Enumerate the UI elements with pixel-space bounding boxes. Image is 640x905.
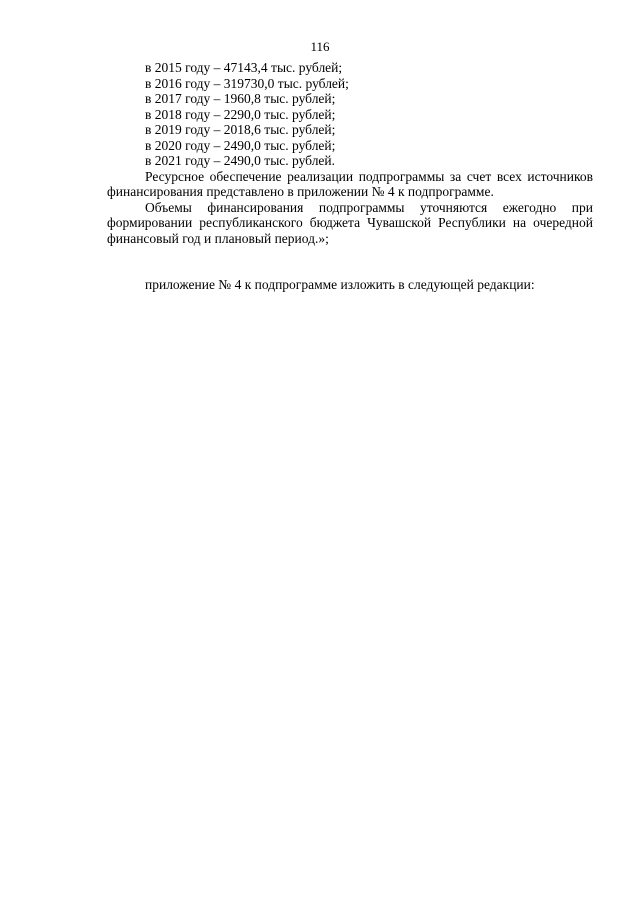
funding-year-line: в 2016 году – 319730,0 тыс. рублей; (145, 75, 349, 91)
funding-year-line: в 2017 году – 1960,8 тыс. рублей; (145, 91, 336, 106)
funding-volume-paragraph: Объемы финансирования подпрограммы уточняются ежегодно при формировании республиканского бюджета Чувашской Республики на очередной финансовый год и плановый период.»; (107, 199, 593, 246)
page-number: 116 (310, 39, 330, 54)
funding-year-line: в 2015 году – 47143,4 тыс. рублей; (145, 60, 343, 75)
document-body (107, 60, 593, 293)
paragraph-spacer (107, 246, 593, 277)
funding-year-line: в 2019 году – 2018,6 тыс. рублей; (145, 122, 336, 137)
funding-year-line: в 2021 году – 2490,0 тыс. рублей. (145, 153, 336, 168)
resource-provision-paragraph: Ресурсное обеспечение реализации подпрограммы за счет всех источников финансирования представлено в приложении № 4 к подпрограмме. (107, 168, 593, 199)
funding-year-line: в 2020 году – 2490,0 тыс. рублей; (145, 137, 336, 153)
funding-year-line: в 2018 году – 2290,0 тыс. рублей; (145, 106, 336, 122)
appendix-instruction-line: приложение № 4 к подпрограмме изложить в следующей редакции: (145, 277, 535, 292)
